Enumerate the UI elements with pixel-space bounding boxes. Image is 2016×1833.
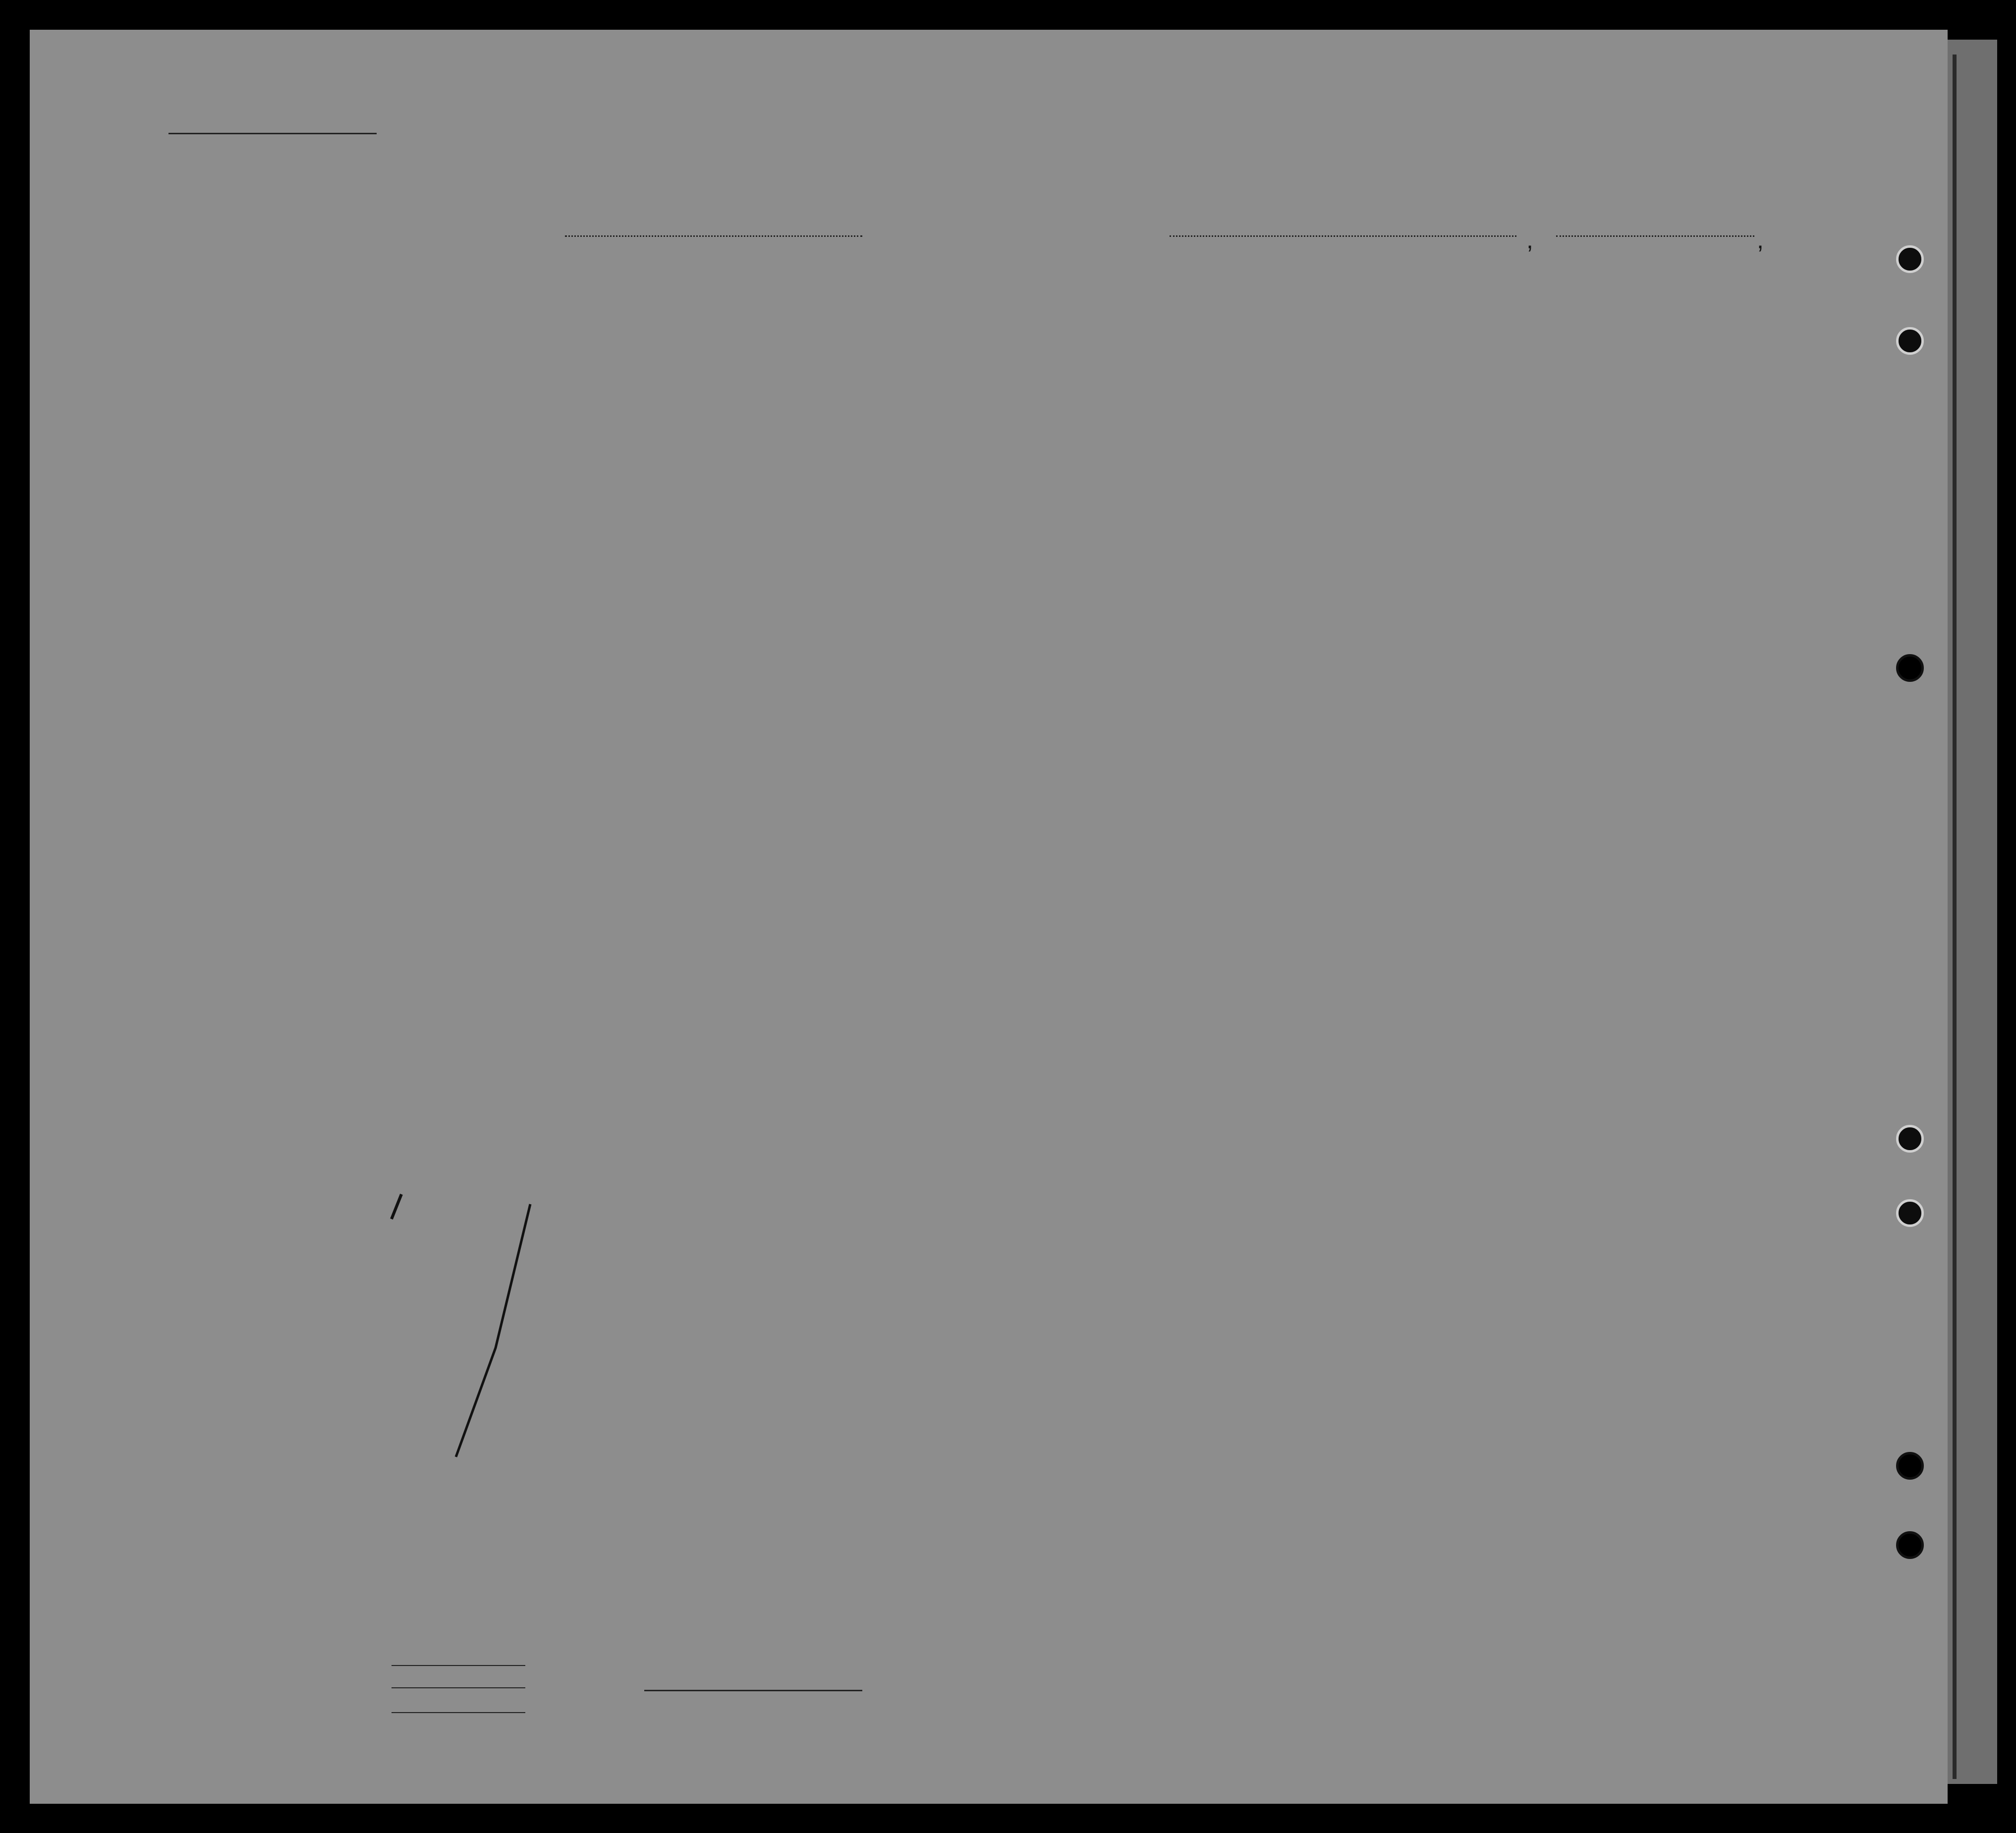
list-underline: [168, 133, 377, 134]
pen-stroke: [441, 1199, 535, 1477]
footer-line: [392, 1665, 525, 1666]
punch-hole: [1896, 245, 1924, 273]
comma: ,: [1757, 226, 1764, 254]
date-dotline: [1556, 235, 1754, 237]
footer-line: [392, 1712, 525, 1713]
punch-hole: [1896, 1531, 1924, 1559]
punch-hole: [1896, 654, 1924, 682]
manifest-sheet: [30, 30, 1948, 1804]
pen-tick: [387, 1192, 406, 1222]
punch-hole: [1896, 1452, 1924, 1480]
comma: ,: [1526, 226, 1533, 254]
port-dotline: [1170, 235, 1516, 237]
ship-dotline: [565, 235, 862, 237]
punch-hole: [1896, 327, 1924, 355]
punch-hole: [1896, 1125, 1924, 1153]
page-edge-line: [1953, 55, 1957, 1779]
purser-line: [644, 1690, 862, 1691]
footer-line: [392, 1687, 525, 1688]
punch-hole: [1896, 1199, 1924, 1227]
